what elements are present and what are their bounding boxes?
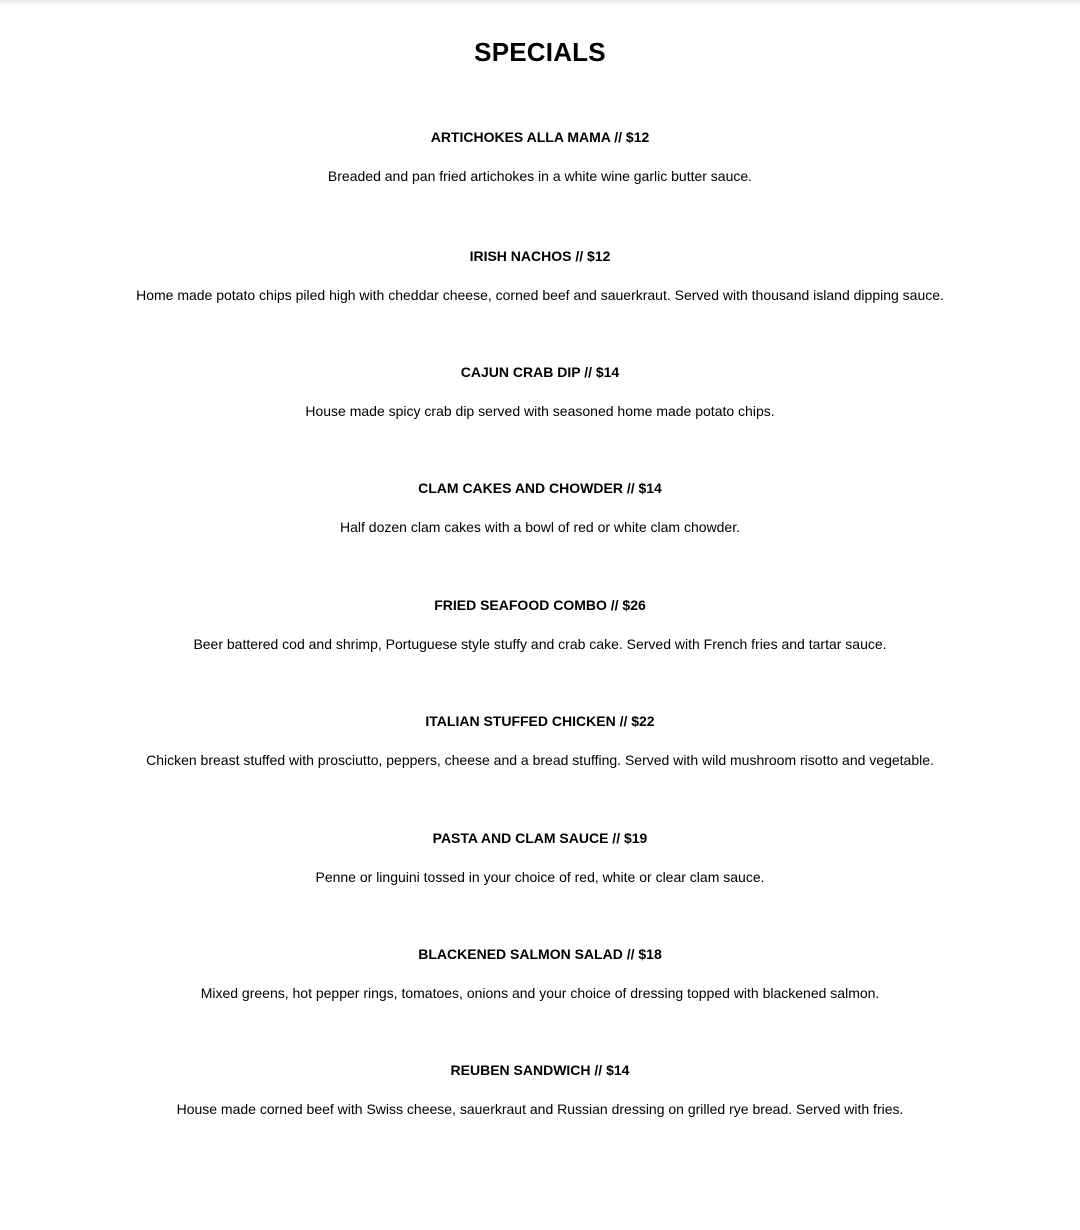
menu-item-description: House made corned beef with Swiss cheese, sauerkraut and Russian dressing on grilled rye bread. Served with fries.: [176, 1101, 904, 1117]
menu-item-name: IRISH NACHOS // $12: [469, 248, 611, 264]
menu-item-name: ITALIAN STUFFED CHICKEN // $22: [425, 713, 655, 729]
menu-item-description: Penne or linguini tossed in your choice of red, white or clear clam sauce.: [315, 869, 765, 885]
page-title: SPECIALS: [474, 37, 606, 67]
menu-item: [0, 595, 1080, 654]
menu-item-description: Half dozen clam cakes with a bowl of red or white clam chowder.: [340, 519, 740, 535]
menu-item-description: House made spicy crab dip served with seasoned home made potato chips.: [305, 403, 775, 419]
menu-item-name: FRIED SEAFOOD COMBO // $26: [434, 597, 646, 613]
menu-item-name: CAJUN CRAB DIP // $14: [460, 364, 620, 380]
menu-item-name: REUBEN SANDWICH // $14: [450, 1062, 630, 1078]
menu-item-description: Chicken breast stuffed with prosciutto, peppers, cheese and a bread stuffing. Served with wild mushroom risotto and vegetable.: [146, 752, 934, 768]
menu-item-description: Mixed greens, hot pepper rings, tomatoes, onions and your choice of dressing topped with blackened salmon.: [200, 985, 880, 1001]
menu-item: [0, 944, 1080, 1003]
menu-item: [0, 246, 1080, 305]
menu-item-name: BLACKENED SALMON SALAD // $18: [418, 946, 662, 962]
menu-item: [0, 828, 1080, 887]
menu-item-name: PASTA AND CLAM SAUCE // $19: [432, 830, 648, 846]
menu-item-name: CLAM CAKES AND CHOWDER // $14: [418, 480, 662, 496]
menu-item: [0, 478, 1080, 537]
menu-item: [0, 711, 1080, 770]
page-top-shadow: [0, 0, 1080, 6]
menu-item-description: Home made potato chips piled high with cheddar cheese, corned beef and sauerkraut. Served with thousand island dipping sauce.: [136, 287, 944, 303]
menu-item: [0, 127, 1080, 186]
menu-item: [0, 1060, 1080, 1119]
menu-item-name: ARTICHOKES ALLA MAMA // $12: [430, 129, 650, 145]
menu-item-description: Breaded and pan fried artichokes in a white wine garlic butter sauce.: [327, 168, 753, 184]
menu-item-description: Beer battered cod and shrimp, Portuguese style stuffy and crab cake. Served with French fries and tartar sauce.: [193, 636, 887, 652]
menu-item: [0, 362, 1080, 421]
